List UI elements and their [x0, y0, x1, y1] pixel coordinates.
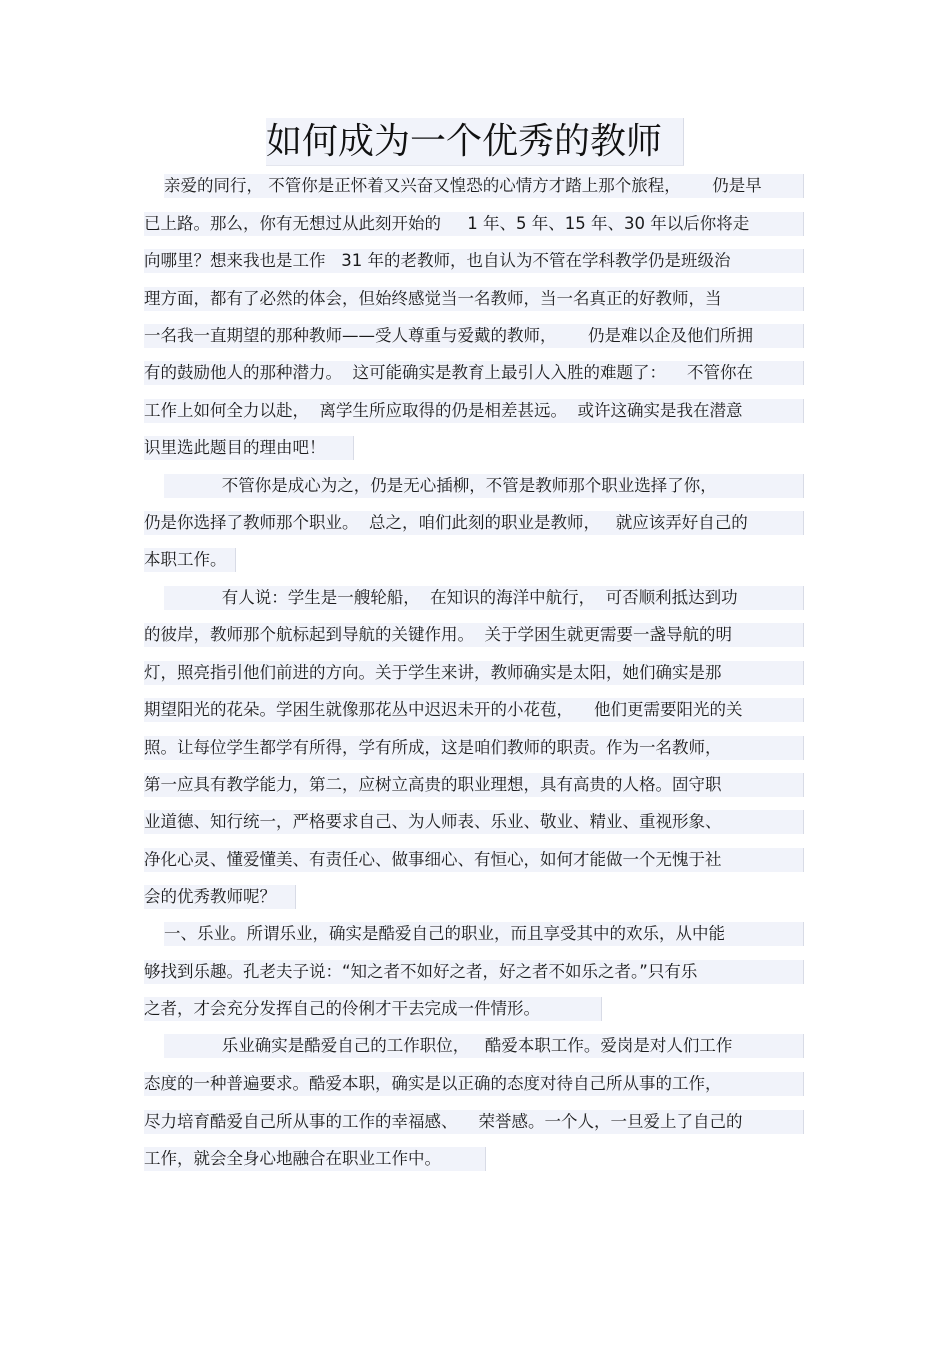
text-line: 向哪里？想来我也是工作 31 年的老教师，也自认为不管在学科教学仍是班级治	[144, 249, 804, 273]
text-line: 理方面，都有了必然的体会，但始终感觉当一名教师，当一名真正的好教师，当	[144, 287, 804, 311]
text-line: 尽力培育酷爱自己所从事的工作的幸福感、 荣誉感。一个人，一旦爱上了自己的	[144, 1110, 804, 1134]
text-line: 不管你是成心为之，仍是无心插柳，不管是教师那个职业选择了你，	[164, 474, 804, 498]
text-line: 本职工作。	[144, 548, 236, 572]
document-title: 如何成为一个优秀的教师	[266, 118, 684, 166]
text-line: 净化心灵、懂爱懂美、有责任心、做事细心、有恒心，如何才能做一个无愧于社	[144, 848, 804, 872]
text-line: 的彼岸，教师那个航标起到导航的关键作用。 关于学困生就更需要一盏导航的明	[144, 623, 804, 647]
text-line: 业道德、知行统一，严格要求自己、为人师表、乐业、敬业、精业、重视形象、	[144, 810, 804, 834]
text-line: 亲爱的同行， 不管你是正怀着又兴奋又惶恐的心情方才踏上那个旅程， 仍是早	[164, 174, 804, 198]
text-line: 工作上如何全力以赴， 离学生所应取得的仍是相差甚远。 或许这确实是我在潜意	[144, 399, 804, 423]
text-line: 有的鼓励他人的那种潜力。 这可能确实是教育上最引人入胜的难题了： 不管你在	[144, 361, 804, 385]
text-line: 已上路。那么，你有无想过从此刻开始的 1 年、5 年、15 年、30 年以后你将走	[144, 212, 804, 236]
text-line: 够找到乐趣。孔老夫子说：“知之者不如好之者，好之者不如乐之者。”只有乐	[144, 960, 804, 984]
text-line: 工作，就会全身心地融合在职业工作中。	[144, 1147, 486, 1171]
text-line: 有人说：学生是一艘轮船， 在知识的海洋中航行， 可否顺利抵达到功	[164, 586, 804, 610]
text-line: 之者，才会充分发挥自己的伶俐才干去完成一件情形。	[144, 997, 602, 1021]
text-line: 期望阳光的花朵。学困生就像那花丛中迟迟未开的小花苞， 他们更需要阳光的关	[144, 698, 804, 722]
text-line: 会的优秀教师呢？	[144, 885, 296, 909]
text-line: 第一应具有教学能力，第二，应树立高贵的职业理想，具有高贵的人格。固守职	[144, 773, 804, 797]
text-line: 照。让每位学生都学有所得，学有所成，这是咱们教师的职责。作为一名教师，	[144, 736, 804, 760]
text-line: 灯，照亮指引他们前进的方向。关于学生来讲，教师确实是太阳，她们确实是那	[144, 661, 804, 685]
text-line: 仍是你选择了教师那个职业。 总之，咱们此刻的职业是教师， 就应该弄好自己的	[144, 511, 804, 535]
text-line: 一名我一直期望的那种教师——受人尊重与爱戴的教师， 仍是难以企及他们所拥	[144, 324, 804, 348]
text-line: 乐业确实是酷爱自己的工作职位， 酷爱本职工作。爱岗是对人们工作	[164, 1034, 804, 1058]
text-line: 一、乐业。所谓乐业，确实是酷爱自己的职业，而且享受其中的欢乐，从中能	[164, 922, 804, 946]
text-line: 态度的一种普遍要求。酷爱本职，确实是以正确的态度对待自己所从事的工作，	[144, 1072, 804, 1096]
text-line: 识里选此题目的理由吧！	[144, 436, 354, 460]
